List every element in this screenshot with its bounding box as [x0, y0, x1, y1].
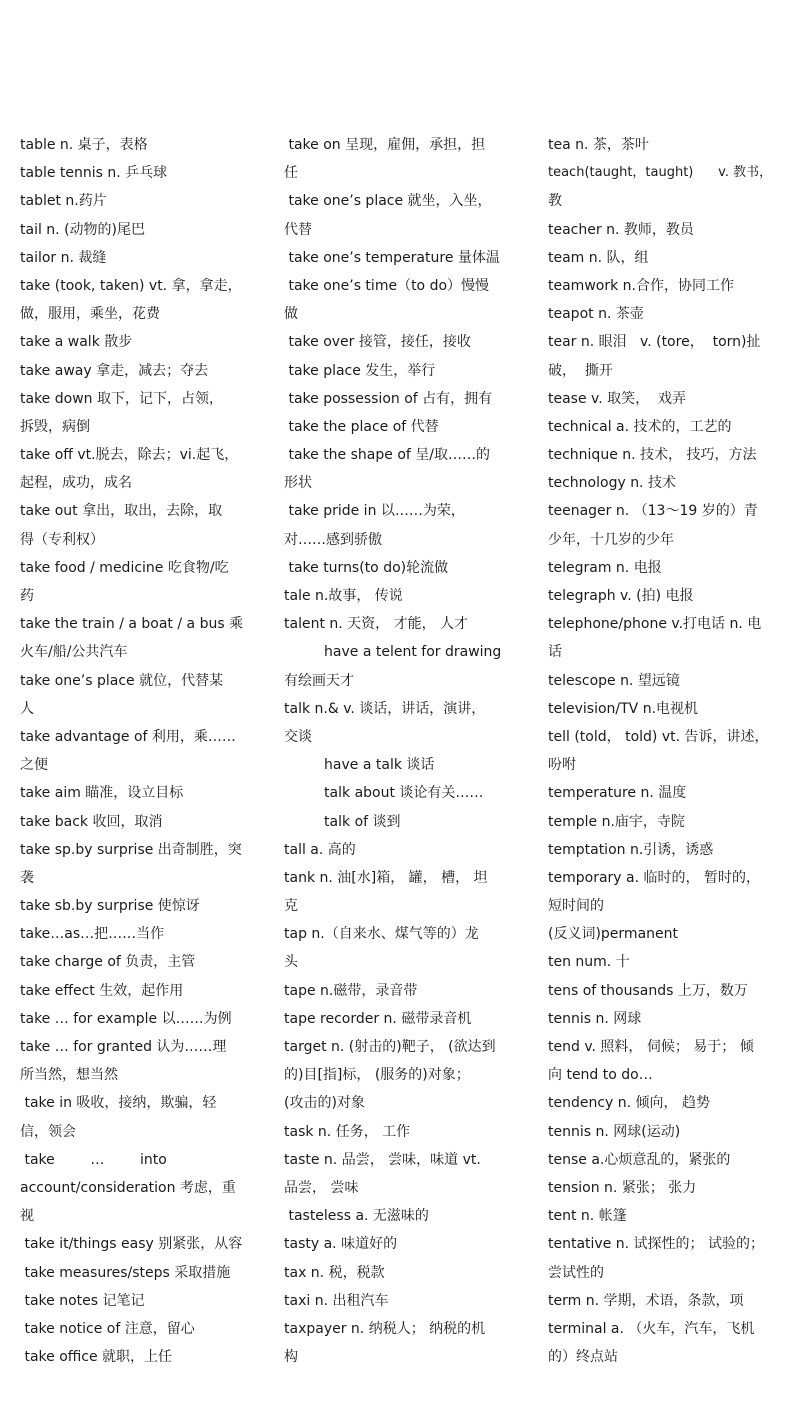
vocab-line: 形状 [284, 475, 312, 492]
vocab-line: take sb.by surprise 使惊讶 [20, 898, 200, 915]
vocab-line: take down 取下，记下，占领， [20, 390, 223, 407]
vocab-line: take on 呈现，雇佣，承担，担 [284, 137, 486, 153]
vocab-line: taxpayer n. 纳税人； 纳税的机 [284, 1320, 486, 1337]
vocab-line: 教 [548, 193, 562, 210]
vocab-line: (攻击的)对象 [284, 1095, 365, 1112]
vocab-line: tend v. 照料， 伺候； 易于； 倾 [548, 1039, 754, 1055]
vocab-line: have a telent for drawing [284, 644, 502, 661]
vocab-line: tension n. 紧张； 张力 [548, 1179, 697, 1196]
vocab-line: 人 [20, 700, 34, 717]
vocab-line: tentative n. 试探性的； 试验的； [548, 1236, 764, 1253]
vocab-line: take place 发生，举行 [284, 362, 436, 379]
vocab-line: 短时间的 [548, 898, 604, 915]
vocab-line: take office 就职，上任 [20, 1349, 173, 1366]
vocab-line: 之便 [20, 757, 48, 774]
vocab-line: tailor n. 裁缝 [20, 249, 107, 266]
vocab-line: take one’s temperature 量体温 [284, 249, 500, 266]
column-middle [284, 131, 512, 1371]
vocab-line: take pride in 以……为荣， [284, 503, 465, 520]
vocab-line: taste n. 品尝， 尝味，味道 vt. [284, 1151, 481, 1168]
vocab-line: have a talk 谈话 [284, 757, 435, 774]
vocab-line: temporary a. 临时的， 暂时的， [548, 869, 760, 886]
vocab-line: telegram n. 电报 [548, 559, 662, 576]
vocab-line: tennis n. 网球 [548, 1010, 642, 1027]
vocab-line: tale n.故事， 传说 [284, 588, 403, 604]
vocab-line: tent n. 帐篷 [548, 1208, 627, 1225]
vocab-line: take sp.by surprise 出奇制胜，突 [20, 841, 242, 858]
vocab-line: take the train / a boat / a bus 乘 [20, 616, 244, 633]
vocab-line: tennis n. 网球(运动) [548, 1123, 681, 1140]
vocab-line: take (took, taken) vt. 拿，拿走， [20, 277, 242, 294]
column-left [20, 131, 258, 1371]
vocab-line: talk about 谈论有关…… [284, 785, 484, 802]
vocab-line: take one’s place 就坐，入坐， [284, 193, 492, 210]
vocab-line: take food / medicine 吃食物/吃 [20, 559, 229, 576]
vocab-line: take charge of 负责，主管 [20, 954, 196, 971]
vocab-line: take one’s time（to do）慢慢 [284, 277, 490, 294]
vocab-line: tall a. 高的 [284, 841, 356, 858]
vocab-line: 有绘画天才 [284, 672, 354, 689]
vocab-line: technique n. 技术， 技巧，方法 [548, 447, 757, 464]
vocab-line: take advantage of 利用，乘…… [20, 728, 236, 745]
vocab-line: talent n. 天资， 才能， 人才 [284, 616, 469, 633]
vocab-line: take possession of 占有，拥有 [284, 390, 493, 407]
vocab-line: tail n. (动物的)尾巴 [20, 221, 145, 238]
vocab-line: take it/things easy 别紧张，从容 [20, 1236, 243, 1253]
vocab-line: tape n.磁带，录音带 [284, 982, 418, 999]
vocab-line: 的)目[指]标， (服务的)对象； [284, 1067, 470, 1084]
vocab-line: task n. 任务， 工作 [284, 1123, 411, 1140]
vocab-line: telegraph v. (拍) 电报 [548, 588, 694, 604]
vocab-line: 药 [20, 588, 34, 604]
vocab-line: (反义词)permanent [548, 926, 678, 943]
vocab-line: 起程，成功，成名 [20, 475, 132, 492]
vocab-line: tax n. 税，税款 [284, 1264, 385, 1281]
vocab-line: temple n.庙宇，寺院 [548, 813, 685, 830]
vocab-line: take measures/steps 采取措施 [20, 1264, 231, 1281]
vocab-line: take one’s place 就位，代替某 [20, 672, 224, 689]
vocab-line: 所当然，想当然 [20, 1067, 118, 1084]
vocab-line: take off vt.脱去，除去；vi.起飞， [20, 447, 239, 464]
vocab-line: temptation n.引诱，诱惑 [548, 841, 714, 858]
vocab-line: 尝试性的 [548, 1264, 604, 1281]
vocab-line: account/consideration 考虑，重 [20, 1179, 236, 1196]
vocab-line: take notes 记笔记 [20, 1292, 145, 1309]
vocab-line: telescope n. 望远镜 [548, 672, 680, 689]
vocab-line: 代替 [284, 221, 312, 238]
vocab-line: 的）终点站 [548, 1349, 618, 1366]
vocab-line: take … for granted 认为……理 [20, 1039, 227, 1055]
vocab-line: 克 [284, 898, 298, 915]
vocab-line: teapot n. 茶壶 [548, 306, 644, 323]
vocab-line: technology n. 技术 [548, 475, 676, 492]
vocab-line: 信，领会 [20, 1123, 76, 1140]
vocab-line: take the shape of 呈/取……的 [284, 447, 490, 464]
vocab-line: 得（专利权） [20, 531, 104, 548]
vocab-line: 向 tend to do… [548, 1067, 653, 1084]
vocab-line: take aim 瞄准，设立目标 [20, 785, 184, 802]
vocab-line: take … into [20, 1151, 167, 1168]
vocab-line: 破， 撕开 [548, 362, 613, 379]
vocab-line: tear n. 眼泪 v. (tore， torn)扯 [548, 334, 761, 351]
vocab-line: 头 [284, 954, 298, 971]
vocab-line: 拆毁，病倒 [20, 418, 90, 435]
vocab-line: talk of 谈到 [284, 813, 401, 830]
vocab-line: tank n. 油[水]箱， 罐， 槽， 坦 [284, 869, 488, 886]
vocab-line: taxi n. 出租汽车 [284, 1292, 389, 1309]
vocab-line: take…as…把……当作 [20, 926, 165, 943]
vocab-line: teacher n. 教师，教员 [548, 221, 694, 238]
vocab-line: 视 [20, 1208, 34, 1225]
vocab-line: talk n.& v. 谈话，讲话，演讲， [284, 700, 486, 717]
vocab-line: 吩咐 [548, 757, 576, 774]
vocab-line: take turns(to do)轮流做 [284, 559, 449, 576]
vocab-line: take back 收回，取消 [20, 813, 163, 830]
vocab-line: terminal a. （火车，汽车，飞机 [548, 1320, 755, 1337]
vocab-line: tablet n.药片 [20, 193, 107, 210]
vocab-line: 交谈 [284, 728, 312, 745]
vocab-line: take effect 生效，起作用 [20, 982, 184, 999]
vocab-line: target n. (射击的)靶子， (欲达到 [284, 1039, 496, 1055]
vocab-line: team n. 队，组 [548, 249, 649, 266]
vocab-line: take a walk 散步 [20, 334, 133, 351]
vocab-line: tense a.心烦意乱的，紧张的 [548, 1151, 731, 1168]
vocab-line: 火车/船/公共汽车 [20, 644, 128, 661]
vocab-line: television/TV n.电视机 [548, 700, 699, 717]
vocab-line: tendency n. 倾向， 趋势 [548, 1095, 711, 1112]
vocab-line: 袭 [20, 869, 34, 886]
vocab-line: tens of thousands 上万，数万 [548, 982, 748, 999]
vocab-line: table n. 桌子，表格 [20, 137, 148, 153]
vocab-line: tea n. 茶，茶叶 [548, 137, 649, 153]
vocab-line: teach(taught，taught) v. 教书， [548, 165, 773, 181]
vocab-line: take notice of 注意，留心 [20, 1320, 195, 1337]
vocab-line: take in 吸收，接纳，欺骗，轻 [20, 1095, 217, 1112]
vocab-line: 少年，十几岁的少年 [548, 531, 674, 548]
vocab-line: telephone/phone v.打电话 n. 电 [548, 616, 762, 633]
vocab-line: take the place of 代替 [284, 418, 439, 435]
vocab-line: take over 接管，接任，接收 [284, 334, 471, 351]
vocab-line: tasty a. 味道好的 [284, 1236, 398, 1253]
vocab-line: take … for example 以……为例 [20, 1010, 232, 1027]
vocab-line: tap n.（自来水、煤气等的）龙 [284, 926, 479, 943]
vocab-line: 品尝， 尝味 [284, 1179, 359, 1196]
vocab-line: 构 [284, 1349, 298, 1366]
vocab-line: tell (told， told) vt. 告诉，讲述， [548, 728, 769, 745]
vocab-line: technical a. 技术的，工艺的 [548, 418, 732, 435]
vocab-line: tease v. 取笑， 戏弄 [548, 390, 687, 407]
vocab-line: temperature n. 温度 [548, 785, 687, 802]
vocab-line: teenager n. （13～19 岁的）青 [548, 503, 758, 520]
vocab-line: take out 拿出，取出，去除，取 [20, 503, 223, 520]
vocab-line: take away 拿走，减去；夺去 [20, 362, 209, 379]
vocab-line: 做 [284, 306, 298, 323]
vocab-line: 对……感到骄傲 [284, 531, 382, 548]
vocab-line: table tennis n. 乒乓球 [20, 165, 168, 182]
column-right [548, 131, 776, 1371]
vocab-line: 话 [548, 644, 562, 661]
vocab-line: tasteless a. 无滋味的 [284, 1208, 429, 1225]
vocab-line: term n. 学期，术语，条款，项 [548, 1292, 744, 1309]
vocab-line: 任 [284, 165, 298, 182]
vocab-line: teamwork n.合作，协同工作 [548, 277, 734, 294]
vocab-line: ten num. 十 [548, 954, 630, 971]
vocab-line: tape recorder n. 磁带录音机 [284, 1010, 472, 1027]
vocab-line: 做，服用，乘坐，花费 [20, 306, 160, 323]
